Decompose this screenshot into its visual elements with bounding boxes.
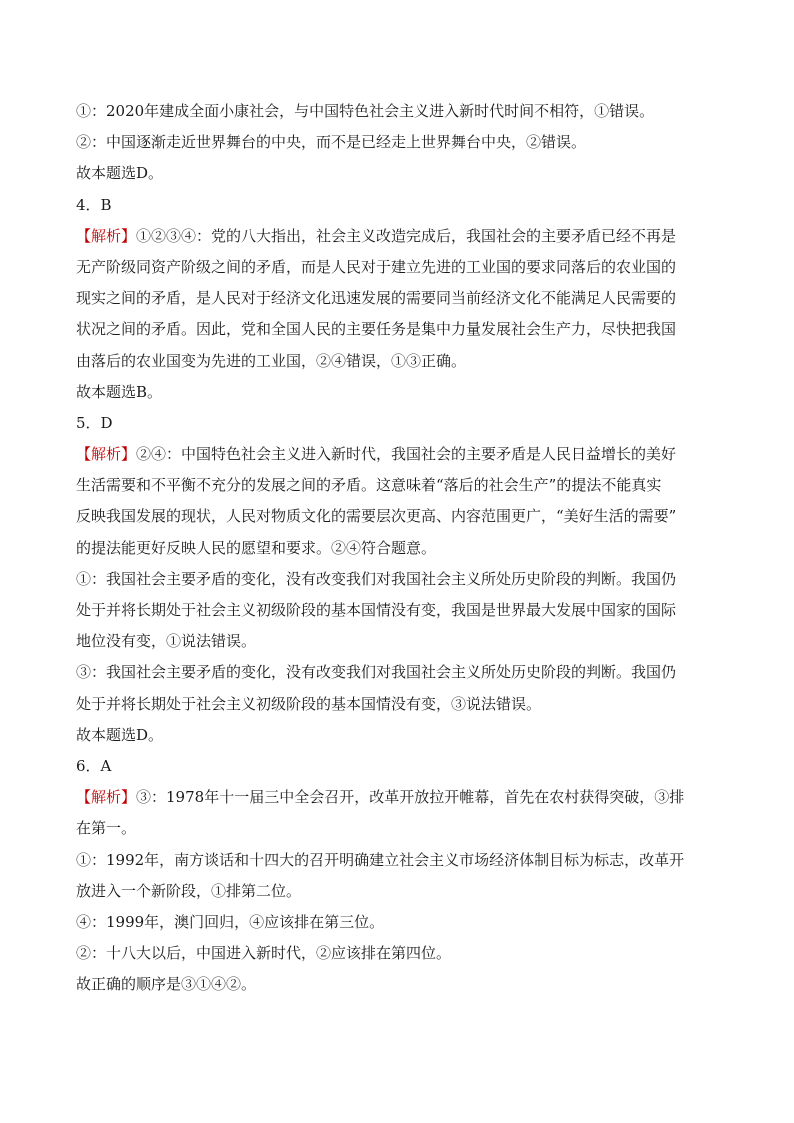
text-line: 故正确的顺序是③①④②。 bbox=[76, 975, 257, 994]
text-line: 地位没有变，①说法错误。 bbox=[76, 632, 257, 651]
text-line: ③：1978年十一届三中全会召开，改革开放拉开帷幕，首先在农村获得突破，③排 bbox=[136, 788, 685, 807]
question-6-answer: 6．A bbox=[76, 756, 112, 775]
text-line: 在第一。 bbox=[76, 819, 137, 838]
text-line: 故本题选D。 bbox=[76, 164, 164, 183]
text-line: ①：2020年建成全面小康社会，与中国特色社会主义进入新时代时间不相符，①错误。 bbox=[76, 102, 655, 120]
text-line: 放进入一个新阶段，①排第二位。 bbox=[76, 881, 302, 900]
text-line: ④：1999年，澳门回归，④应该排在第三位。 bbox=[76, 912, 385, 931]
text-line: ②：十八大以后，中国进入新时代，②应该排在第四位。 bbox=[76, 944, 452, 963]
text-line: 生活需要和不平衡不充分的发展之间的矛盾。这意味着“落后的社会生产”的提法不能真实 bbox=[76, 476, 662, 495]
question-4-analysis bbox=[76, 221, 722, 252]
analysis-tag: 【解析】 bbox=[76, 788, 137, 807]
text-line: ③：我国社会主要矛盾的变化，没有改变我们对我国社会主义所处历史阶段的判断。我国仍 bbox=[76, 663, 677, 682]
text-line: 故本题选B。 bbox=[76, 382, 163, 401]
text-line: 现实之间的矛盾，是人民对于经济文化迅速发展的需要同当前经济文化不能满足人民需要的 bbox=[76, 289, 677, 308]
answer-document bbox=[76, 96, 722, 1000]
text-line: 故本题选D。 bbox=[76, 725, 164, 744]
text-line: 的提法能更好反映人民的愿望和要求。②④符合题意。 bbox=[76, 538, 437, 557]
question-5-analysis bbox=[76, 439, 722, 470]
text-line: 反映我国发展的现状，人民对物质文化的需要层次更高、内容范围更广，“美好生活的需要” bbox=[76, 507, 677, 526]
text-line: ②：中国逐渐走近世界舞台的中央，而不是已经走上世界舞台中央，②错误。 bbox=[76, 133, 587, 152]
analysis-tag: 【解析】 bbox=[76, 226, 137, 245]
text-line: ①②③④：党的八大指出，社会主义改造完成后，我国社会的主要矛盾已经不再是 bbox=[136, 226, 677, 245]
text-line: ①：1992年，南方谈话和十四大的召开明确建立社会主义市场经济体制目标为标志，改革开 bbox=[76, 850, 685, 869]
analysis-tag: 【解析】 bbox=[76, 445, 137, 464]
question-4-answer: 4．B bbox=[76, 195, 112, 214]
text-line: 处于并将长期处于社会主义初级阶段的基本国情没有变，我国是世界最大发展中国家的国际 bbox=[76, 601, 677, 619]
text-line: 状况之间的矛盾。因此，党和全国人民的主要任务是集中力量发展社会生产力，尽快把我国 bbox=[76, 320, 677, 339]
text-line: 处于并将长期处于社会主义初级阶段的基本国情没有变，③说法错误。 bbox=[76, 694, 542, 713]
text-line: 由落后的农业国变为先进的工业国，②④错误，①③正确。 bbox=[76, 351, 467, 370]
question-6-analysis bbox=[76, 782, 722, 813]
text-line: ①：我国社会主要矛盾的变化，没有改变我们对我国社会主义所处历史阶段的判断。我国仍 bbox=[76, 569, 677, 588]
text-line: 无产阶级同资产阶级之间的矛盾，而是人民对于建立先进的工业国的要求同落后的农业国的 bbox=[76, 257, 677, 276]
text-line: ②④：中国特色社会主义进入新时代，我国社会的主要矛盾是人民日益增长的美好 bbox=[136, 445, 677, 464]
question-5-answer: 5．D bbox=[76, 413, 113, 432]
